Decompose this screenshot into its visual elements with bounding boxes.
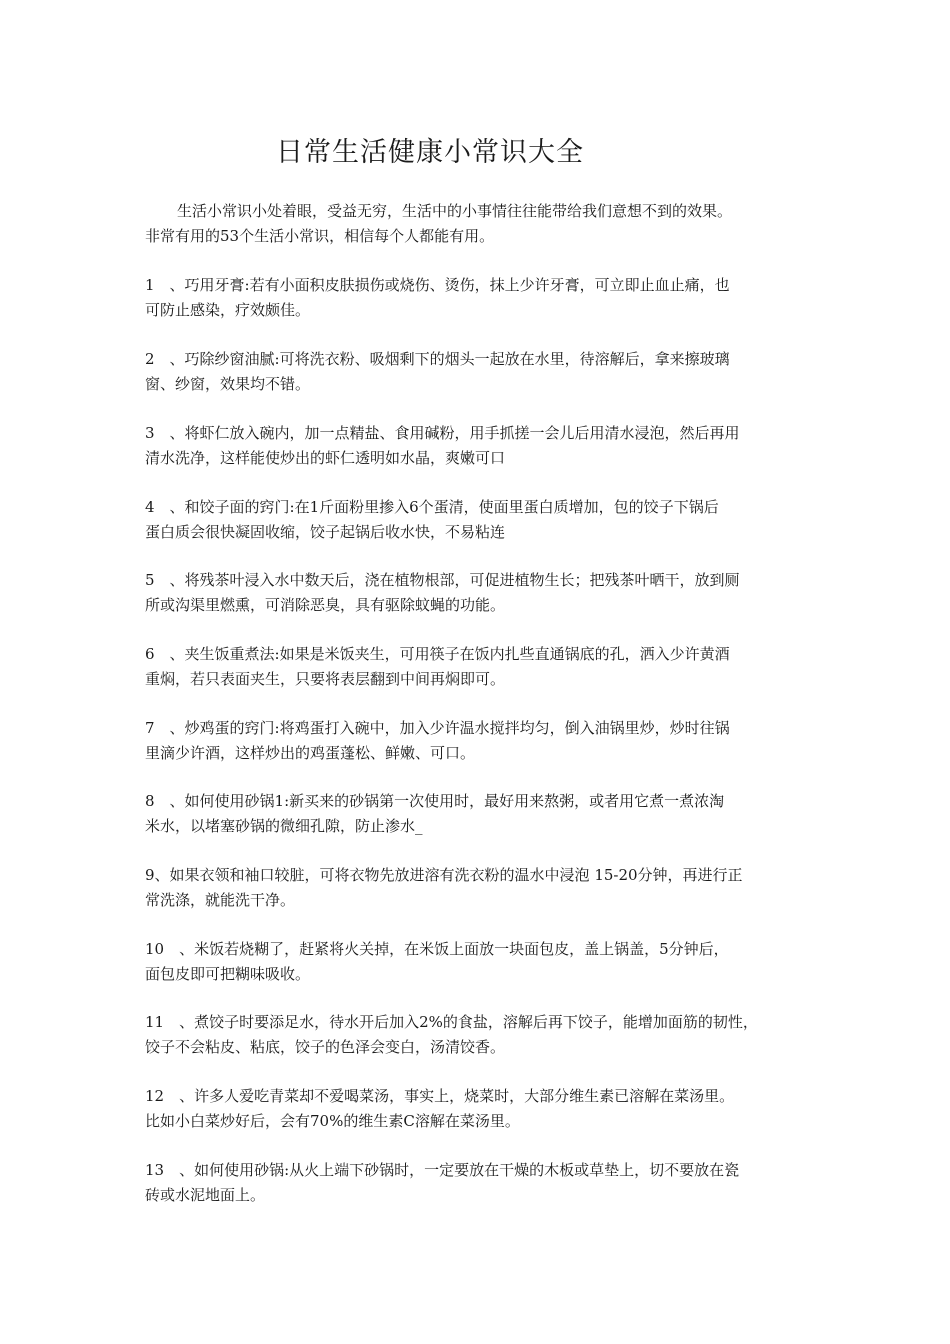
tip-line: 清水洗净，这样能使炒出的虾仁透明如水晶，爽嫩可口 bbox=[145, 449, 506, 467]
tip-line: 可防止感染，疗效颇佳。 bbox=[145, 301, 311, 319]
tip-item-11 bbox=[145, 1010, 817, 1060]
tip-line: 重焖，若只表面夹生，只要将表层翻到中间再焖即可。 bbox=[145, 670, 506, 688]
tip-line: 所或沟渠里燃熏，可消除恶臭，具有驱除蚊蝇的功能。 bbox=[145, 596, 506, 614]
tip-item-4 bbox=[145, 495, 817, 545]
tip-line: 12 、许多人爱吃青菜却不爱喝菜汤，事实上，烧菜时，大部分维生素已溶解在菜汤里。 bbox=[145, 1087, 735, 1105]
tip-item-5 bbox=[145, 568, 817, 618]
tip-item-13 bbox=[145, 1158, 817, 1208]
tip-item-12 bbox=[145, 1084, 817, 1134]
intro-line-1: 生活小常识小处着眼，受益无穷，生活中的小事情往往能带给我们意想不到的效果。 bbox=[177, 202, 733, 220]
intro-paragraph bbox=[145, 199, 810, 249]
tip-line: 9、如果衣领和袖口较脏，可将衣物先放进溶有洗衣粉的温水中浸泡 15-20分钟，再进行正 bbox=[145, 866, 743, 884]
tip-item-7 bbox=[145, 716, 817, 766]
tip-line: 10 、米饭若烧糊了，赶紧将火关掉，在米饭上面放一块面包皮，盖上锅盖，5分钟后， bbox=[145, 940, 729, 958]
tip-line: 蛋白质会很快凝固收缩，饺子起锅后收水快，不易粘连 bbox=[145, 523, 506, 541]
tip-line: 5 、将残茶叶浸入水中数天后，浇在植物根部，可促进植物生长；把残茶叶晒干，放到厕 bbox=[145, 571, 740, 589]
tip-item-2 bbox=[145, 347, 817, 397]
tip-line: 砖或水泥地面上。 bbox=[145, 1186, 266, 1204]
tip-line: 里滴少许酒，这样炒出的鸡蛋蓬松、鲜嫩、可口。 bbox=[145, 744, 476, 762]
intro-line-2: 非常有用的53个生活小常识，相信每个人都能有用。 bbox=[145, 227, 495, 245]
tip-item-8 bbox=[145, 789, 817, 839]
tip-line: 1 、巧用牙膏:若有小面积皮肤损伤或烧伤、烫伤，抹上少许牙膏，可立即止血止痛，也 bbox=[145, 276, 730, 294]
tip-item-9 bbox=[145, 863, 817, 913]
document-title: 日常生活健康小常识大全 bbox=[276, 137, 584, 168]
tip-line: 窗、纱窗，效果均不错。 bbox=[145, 375, 311, 393]
tip-item-6 bbox=[145, 642, 817, 692]
tip-line: 3 、将虾仁放入碗内，加一点精盐、食用碱粉，用手抓搓一会儿后用清水浸泡，然后再用 bbox=[145, 424, 740, 442]
tip-line: 7 、炒鸡蛋的窍门:将鸡蛋打入碗中，加入少许温水搅拌均匀，倒入油锅里炒，炒时往锅 bbox=[145, 719, 730, 737]
tip-line: 面包皮即可把糊味吸收。 bbox=[145, 965, 311, 983]
tip-item-10 bbox=[145, 937, 817, 987]
tip-line: 比如小白菜炒好后，会有70%的维生素C溶解在菜汤里。 bbox=[145, 1112, 520, 1130]
tip-line: 6 、夹生饭重煮法:如果是米饭夹生，可用筷子在饭内扎些直通锅底的孔，洒入少许黄酒 bbox=[145, 645, 730, 663]
tip-item-3 bbox=[145, 421, 817, 471]
tip-line: 8 、如何使用砂锅1:新买来的砂锅第一次使用时，最好用来熬粥，或者用它煮一煮浓淘 bbox=[145, 792, 725, 810]
tip-line: 饺子不会粘皮、粘底，饺子的色泽会变白，汤清饺香。 bbox=[145, 1038, 506, 1056]
tip-line: 米水，以堵塞砂锅的微细孔隙，防止渗水_ bbox=[145, 817, 423, 835]
tip-line: 11 、煮饺子时要添足水，待水开后加入2%的食盐，溶解后再下饺子，能增加面筋的韧性， bbox=[145, 1013, 758, 1031]
tip-line: 2 、巧除纱窗油腻:可将洗衣粉、吸烟剩下的烟头一起放在水里，待溶解后，拿来擦玻璃 bbox=[145, 350, 730, 368]
tip-line: 13 、如何使用砂锅:从火上端下砂锅时，一定要放在干燥的木板或草垫上，切不要放在瓷 bbox=[145, 1161, 740, 1179]
tip-line: 常洗涤，就能洗干净。 bbox=[145, 891, 296, 909]
tip-line: 4 、和饺子面的窍门:在1斤面粉里掺入6个蛋清，使面里蛋白质增加，包的饺子下锅后 bbox=[145, 498, 719, 516]
tip-item-1 bbox=[145, 273, 817, 323]
